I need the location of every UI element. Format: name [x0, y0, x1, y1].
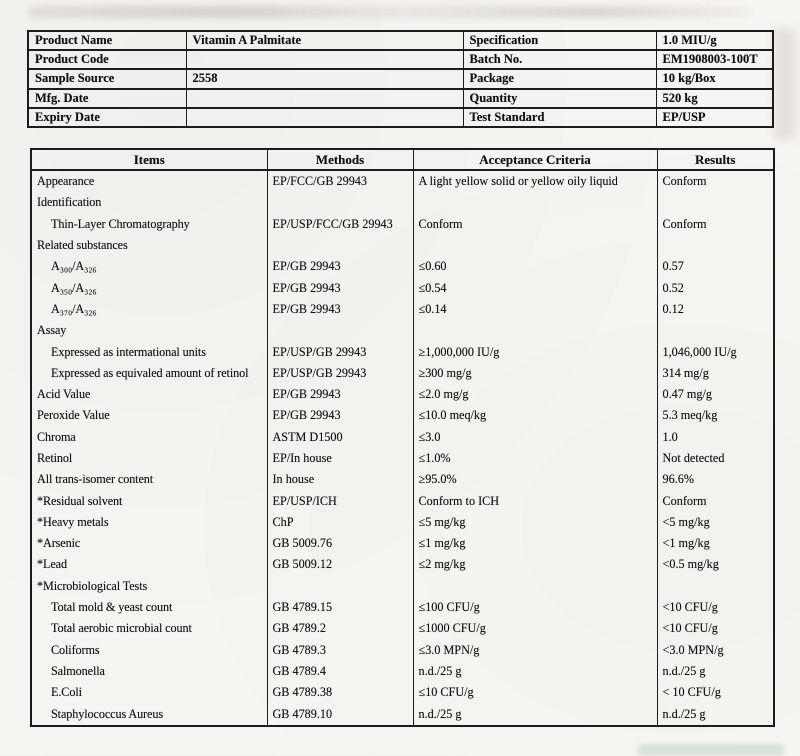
- criteria-cell: Conform to ICH: [413, 490, 657, 511]
- result-cell: < 10 CFU/g: [657, 682, 774, 703]
- method-cell: EP/GB 29943: [267, 384, 413, 405]
- result-row: [31, 703, 774, 725]
- result-cell: <5 mg/kg: [657, 512, 774, 533]
- info-label-cell: Test Standard: [463, 108, 656, 127]
- item-cell: *Lead: [31, 554, 267, 575]
- criteria-cell: Conform: [413, 214, 657, 235]
- item-cell: Total aerobic microbial count: [31, 618, 267, 639]
- method-cell: GB 5009.12: [267, 554, 413, 575]
- method-cell: GB 4789.2: [267, 618, 413, 639]
- results-header: Results: [657, 149, 774, 170]
- result-row: [31, 320, 774, 341]
- info-value-cell: [186, 89, 463, 108]
- result-cell: 0.52: [657, 277, 774, 298]
- item-cell: Appearance: [31, 170, 267, 192]
- result-row: [31, 661, 774, 682]
- method-cell: [267, 235, 413, 256]
- criteria-cell: ≤0.60: [413, 256, 657, 277]
- item-cell: Thin-Layer Chromatography: [31, 214, 267, 235]
- method-cell: GB 4789.10: [267, 703, 413, 725]
- criteria-cell: [413, 576, 657, 597]
- item-cell: Expressed as equivaled amount of retinol: [31, 363, 267, 384]
- criteria-cell: [413, 192, 657, 213]
- criteria-cell: ≥300 mg/g: [413, 363, 657, 384]
- result-cell: <3.0 MPN/g: [657, 640, 774, 661]
- result-cell: 314 mg/g: [657, 363, 774, 384]
- method-cell: EP/USP/GB 29943: [267, 341, 413, 362]
- items-header: Items: [31, 149, 267, 170]
- item-cell: Related substances: [31, 235, 267, 256]
- item-cell: A₃₅₀/A₃₂₆: [31, 277, 267, 298]
- method-cell: GB 4789.15: [267, 597, 413, 618]
- method-cell: EP/FCC/GB 29943: [267, 170, 413, 192]
- result-cell: <10 CFU/g: [657, 597, 774, 618]
- item-cell: *Heavy metals: [31, 512, 267, 533]
- result-row: [31, 363, 774, 384]
- item-cell: A₃₇₀/A₃₂₆: [31, 299, 267, 320]
- result-row: [31, 533, 774, 554]
- criteria-cell: ≤3.0 MPN/g: [413, 640, 657, 661]
- info-row: [28, 50, 773, 69]
- result-cell: 1.0: [657, 427, 774, 448]
- criteria-cell: ≤100 CFU/g: [413, 597, 657, 618]
- method-cell: In house: [267, 469, 413, 490]
- criteria-cell: ≤0.54: [413, 277, 657, 298]
- result-cell: Conform: [657, 490, 774, 511]
- scan-artifact-top-smudge: [28, 6, 752, 18]
- method-cell: EP/GB 29943: [267, 256, 413, 277]
- item-cell: Chroma: [31, 427, 267, 448]
- item-cell: Salmonella: [31, 661, 267, 682]
- info-row: [28, 89, 773, 108]
- method-cell: ChP: [267, 512, 413, 533]
- info-label-cell: Specification: [463, 31, 656, 50]
- result-cell: Conform: [657, 170, 774, 192]
- criteria-cell: ≤10.0 meq/kg: [413, 405, 657, 426]
- result-row: [31, 214, 774, 235]
- result-cell: 1,046,000 IU/g: [657, 341, 774, 362]
- info-value-cell: EP/USP: [656, 108, 773, 127]
- result-cell: [657, 576, 774, 597]
- result-row: [31, 341, 774, 362]
- result-row: [31, 192, 774, 213]
- criteria-cell: ≤2 mg/kg: [413, 554, 657, 575]
- criteria-cell: ≤1000 CFU/g: [413, 618, 657, 639]
- info-label-cell: Mfg. Date: [28, 89, 186, 108]
- result-cell: 0.12: [657, 299, 774, 320]
- item-cell: Identification: [31, 192, 267, 213]
- method-cell: EP/GB 29943: [267, 299, 413, 320]
- info-value-cell: 10 kg/Box: [656, 69, 773, 88]
- item-cell: All trans-isomer content: [31, 469, 267, 490]
- result-cell: [657, 235, 774, 256]
- criteria-cell: n.d./25 g: [413, 703, 657, 725]
- result-cell: [657, 320, 774, 341]
- item-cell: A₃₀₀/A₃₂₆: [31, 256, 267, 277]
- info-value-cell: EM1908003-100T: [656, 50, 773, 69]
- item-cell: Total mold & yeast count: [31, 597, 267, 618]
- info-label-cell: Sample Source: [28, 69, 186, 88]
- result-row: [31, 448, 774, 469]
- result-row: [31, 618, 774, 639]
- result-row: [31, 277, 774, 298]
- result-cell: Conform: [657, 214, 774, 235]
- method-cell: ASTM D1500: [267, 427, 413, 448]
- result-cell: 0.47 mg/g: [657, 384, 774, 405]
- result-row: [31, 235, 774, 256]
- scan-artifact-right-smudge: [774, 28, 796, 140]
- method-cell: EP/USP/ICH: [267, 490, 413, 511]
- item-cell: Expressed as intermational units: [31, 341, 267, 362]
- info-row: [28, 31, 773, 50]
- item-cell: Retinol: [31, 448, 267, 469]
- method-cell: GB 5009.76: [267, 533, 413, 554]
- info-label-cell: Quantity: [463, 89, 656, 108]
- methods-header: Methods: [267, 149, 413, 170]
- result-row: [31, 576, 774, 597]
- result-row: [31, 512, 774, 533]
- criteria-cell: [413, 320, 657, 341]
- method-cell: GB 4789.3: [267, 640, 413, 661]
- criteria-cell: ≤3.0: [413, 427, 657, 448]
- result-row: [31, 405, 774, 426]
- product-info-table: [27, 30, 774, 128]
- info-value-cell: 520 kg: [656, 89, 773, 108]
- criteria-cell: ≤0.14: [413, 299, 657, 320]
- results-header-row: [31, 149, 774, 170]
- method-cell: EP/USP/GB 29943: [267, 363, 413, 384]
- result-cell: Not detected: [657, 448, 774, 469]
- result-row: [31, 170, 774, 192]
- method-cell: [267, 576, 413, 597]
- item-cell: Coliforms: [31, 640, 267, 661]
- method-cell: EP/In house: [267, 448, 413, 469]
- criteria-cell: A light yellow solid or yellow oily liquid: [413, 170, 657, 192]
- result-row: [31, 682, 774, 703]
- method-cell: [267, 320, 413, 341]
- criteria-cell: n.d./25 g: [413, 661, 657, 682]
- method-cell: GB 4789.4: [267, 661, 413, 682]
- acceptance-criteria-header: Acceptance Criteria: [413, 149, 657, 170]
- result-row: [31, 299, 774, 320]
- method-cell: GB 4789.38: [267, 682, 413, 703]
- criteria-cell: ≤1 mg/kg: [413, 533, 657, 554]
- result-row: [31, 256, 774, 277]
- item-cell: *Arsenic: [31, 533, 267, 554]
- info-row: [28, 108, 773, 127]
- result-row: [31, 427, 774, 448]
- method-cell: EP/GB 29943: [267, 277, 413, 298]
- criteria-cell: ≤1.0%: [413, 448, 657, 469]
- method-cell: [267, 192, 413, 213]
- info-label-cell: Package: [463, 69, 656, 88]
- info-label-cell: Expiry Date: [28, 108, 186, 127]
- info-value-cell: Vitamin A Palmitate: [186, 31, 463, 50]
- item-cell: Staphylococcus Aureus: [31, 703, 267, 725]
- result-cell: <0.5 mg/kg: [657, 554, 774, 575]
- info-label-cell: Batch No.: [463, 50, 656, 69]
- item-cell: Assay: [31, 320, 267, 341]
- result-cell: n.d./25 g: [657, 703, 774, 725]
- info-value-cell: [186, 50, 463, 69]
- item-cell: Acid Value: [31, 384, 267, 405]
- result-cell: n.d./25 g: [657, 661, 774, 682]
- result-row: [31, 640, 774, 661]
- result-row: [31, 384, 774, 405]
- result-cell: <1 mg/kg: [657, 533, 774, 554]
- info-value-cell: [186, 108, 463, 127]
- info-label-cell: Product Name: [28, 31, 186, 50]
- result-row: [31, 554, 774, 575]
- item-cell: Peroxide Value: [31, 405, 267, 426]
- info-row: [28, 69, 773, 88]
- result-cell: 5.3 meq/kg: [657, 405, 774, 426]
- method-cell: EP/USP/FCC/GB 29943: [267, 214, 413, 235]
- result-cell: [657, 192, 774, 213]
- criteria-cell: ≤2.0 mg/g: [413, 384, 657, 405]
- criteria-cell: ≤10 CFU/g: [413, 682, 657, 703]
- criteria-cell: ≥95.0%: [413, 469, 657, 490]
- result-row: [31, 597, 774, 618]
- info-value-cell: 2558: [186, 69, 463, 88]
- item-cell: E.Coli: [31, 682, 267, 703]
- criteria-cell: ≤5 mg/kg: [413, 512, 657, 533]
- item-cell: *Microbiological Tests: [31, 576, 267, 597]
- result-cell: 96.6%: [657, 469, 774, 490]
- info-label-cell: Product Code: [28, 50, 186, 69]
- scan-artifact-green-mark: [638, 744, 784, 756]
- item-cell: *Residual solvent: [31, 490, 267, 511]
- result-row: [31, 469, 774, 490]
- criteria-cell: [413, 235, 657, 256]
- result-cell: 0.57: [657, 256, 774, 277]
- method-cell: EP/GB 29943: [267, 405, 413, 426]
- info-value-cell: 1.0 MIU/g: [656, 31, 773, 50]
- result-row: [31, 490, 774, 511]
- result-cell: <10 CFU/g: [657, 618, 774, 639]
- test-results-table: [30, 148, 775, 727]
- criteria-cell: ≥1,000,000 IU/g: [413, 341, 657, 362]
